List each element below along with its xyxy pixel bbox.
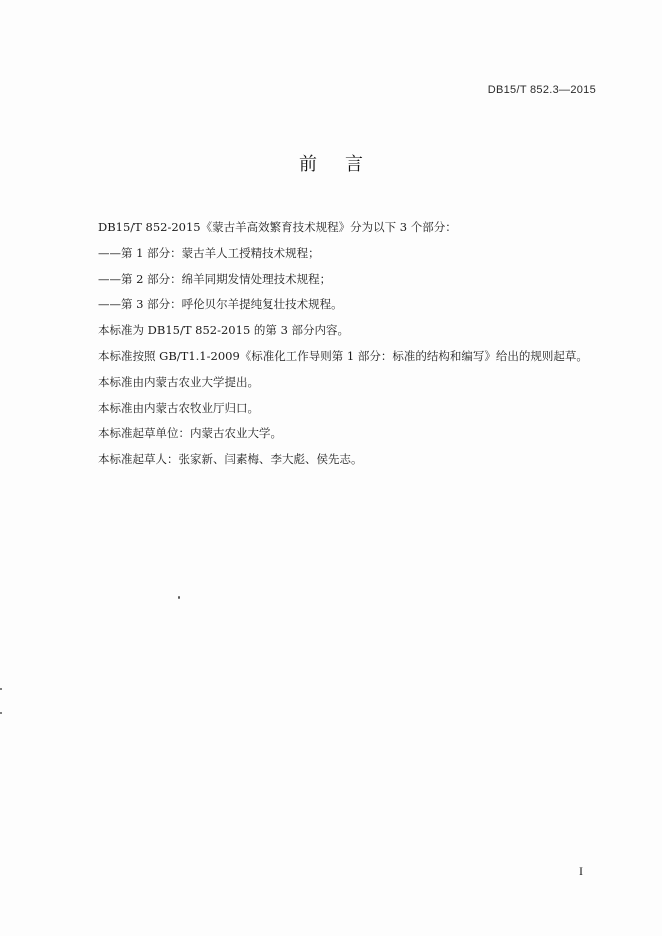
- scan-speck: [0, 688, 2, 690]
- paragraph-part-2: ——第 2 部分：绵羊同期发情处理技术规程；: [98, 271, 332, 286]
- page-title: 前言: [299, 154, 391, 175]
- paragraph-parts-intro: DB15/T 852-2015《蒙古羊高效繁育技术规程》分为以下 3 个部分：: [98, 220, 457, 234]
- paragraph-scope: 本标准为 DB15/T 852-2015 的第 3 部分内容。: [98, 323, 350, 338]
- paragraph-proposer: 本标准由内蒙古农业大学提出。: [98, 374, 259, 389]
- paragraph-drafting-unit: 本标准起草单位：内蒙古农业大学。: [98, 426, 282, 441]
- paragraph-drafters: 本标准起草人：张家新、闫素梅、李大彪、侯先志。: [98, 452, 363, 467]
- paragraph-administrator: 本标准由内蒙古农牧业厅归口。: [98, 400, 259, 415]
- paragraph-part-3: ——第 3 部分：呼伦贝尔羊提纯复壮技术规程。: [98, 297, 343, 312]
- scan-speck: [178, 596, 180, 599]
- foreword-body: [98, 215, 618, 473]
- paragraph-part-1: ——第 1 部分：蒙古羊人工授精技术规程；: [98, 245, 320, 260]
- paragraph-drafting-rules: 本标准按照 GB/T1.1-2009《标准化工作导则第 1 部分：标准的结构和编写》给出的规则起草。: [98, 348, 588, 363]
- standard-code: DB15/T 852.3—2015: [487, 84, 596, 96]
- page-number: I: [579, 864, 583, 878]
- scan-speck: [0, 712, 2, 714]
